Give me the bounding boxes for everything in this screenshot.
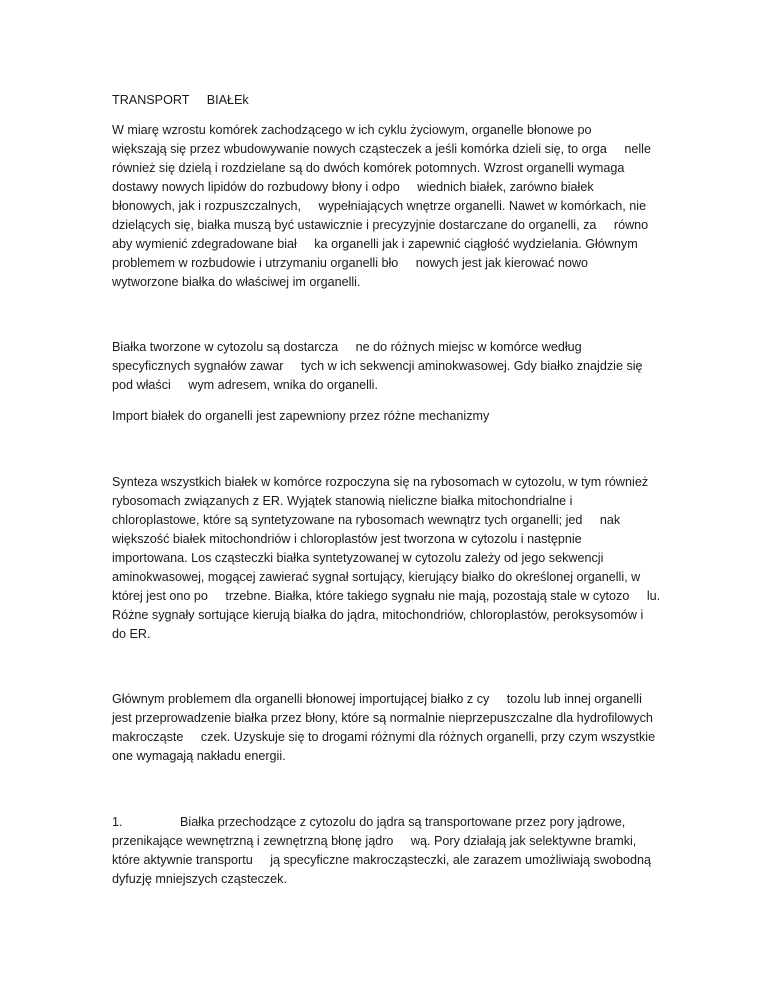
text-line: Różne sygnały sortujące kierują białka do jądra, mitochondriów, chloroplastów, peroksysomów i — [112, 608, 644, 622]
text-line: specyficznych sygnałów zawar tych w ich sekwencji aminokwasowej. Gdy białko znajdzie się — [112, 359, 643, 373]
text-line: dzielących się, białka muszą być ustawicznie i precyzyjnie dostarczane do organelli, za równo — [112, 218, 649, 232]
text-line: również się dzielą i rozdzielane są do dwóch komórek potomnych. Wzrost organelli wymaga — [112, 161, 625, 175]
list-item-number: 1. — [112, 815, 123, 829]
text-line: większają się przez wbudowywanie nowych cząsteczek a jeśli komórka dzieli się, to orga nelle — [112, 142, 651, 156]
text-line: Białka przechodzące z cytozolu do jądra są transportowane przez pory jądrowe, — [180, 815, 626, 829]
text-line: Głównym problemem dla organelli błonowej importującej białko z cy tozolu lub innej organelli — [112, 692, 642, 706]
text-line: Białka tworzone w cytozolu są dostarcza ne do różnych miejsc w komórce według — [112, 340, 582, 354]
text-line: przenikające wewnętrzną i zewnętrzną błonę jądro wą. Pory działają jak selektywne bramki, — [112, 834, 637, 848]
text-line: makrocząste czek. Uzyskuje się to drogami różnymi dla różnych organelli, przy czym wszystkie — [112, 730, 656, 744]
text-line: błonowych, jak i rozpuszczalnych, wypełniających wnętrze organelli. Nawet w komórkach, nie — [112, 199, 647, 213]
text-line: rybosomach związanych z ER. Wyjątek stanowią nieliczne białka mitochondrialne i — [112, 494, 573, 508]
text-line: aminokwasowej, mogącej zawierać sygnał sortujący, kierujący białko do określonej organelli, w — [112, 570, 641, 584]
text-line: do ER. — [112, 627, 151, 641]
text-line: one wymagają nakładu energii. — [112, 749, 286, 763]
text-line: Import białek do organelli jest zapewniony przez różne mechanizmy — [112, 409, 490, 423]
text-line: aby wymienić zdegradowane biał ka organelli jak i zapewnić ciągłość wydzielania. Głównym — [112, 237, 638, 251]
text-line: większość białek mitochondriów i chloroplastów jest tworzona w cytozolu i następnie — [112, 532, 582, 546]
text-line: W miarę wzrostu komórek zachodzącego w ich cyklu życiowym, organelle błonowe po — [112, 123, 592, 137]
text-line: dostawy nowych lipidów do rozbudowy błony i odpo wiednich białek, zarówno białek — [112, 180, 594, 194]
text-line: chloroplastowe, które są syntetyzowane na rybosomach wewnątrz tych organelli; jed nak — [112, 513, 621, 527]
text-line: dyfuzję mniejszych cząsteczek. — [112, 872, 287, 886]
text-line: importowana. Los cząsteczki białka syntetyzowanej w cytozolu zależy od jego sekwencji — [112, 551, 604, 565]
text-line: które aktywnie transportu ją specyficzne makrocząsteczki, ale zarazem umożliwiają swobodną — [112, 853, 651, 867]
text-line: wytworzone białka do właściwej im organelli. — [112, 275, 361, 289]
text-line: Synteza wszystkich białek w komórce rozpoczyna się na rybosomach w cytozolu, w tym również — [112, 475, 649, 489]
text-line: jest przeprowadzenie białka przez błony, które są normalnie nieprzepuszczalne dla hydrofilowych — [112, 711, 653, 725]
text-line: problemem w rozbudowie i utrzymaniu organelli bło nowych jest jak kierować nowo — [112, 256, 588, 270]
text-line: pod właści wym adresem, wnika do organelli. — [112, 378, 378, 392]
text-line: której jest ono po trzebne. Białka, które takiego sygnału nie mają, pozostają stale w cytozo lu. — [112, 589, 661, 603]
document-title: TRANSPORT BIAŁEk — [112, 93, 249, 107]
